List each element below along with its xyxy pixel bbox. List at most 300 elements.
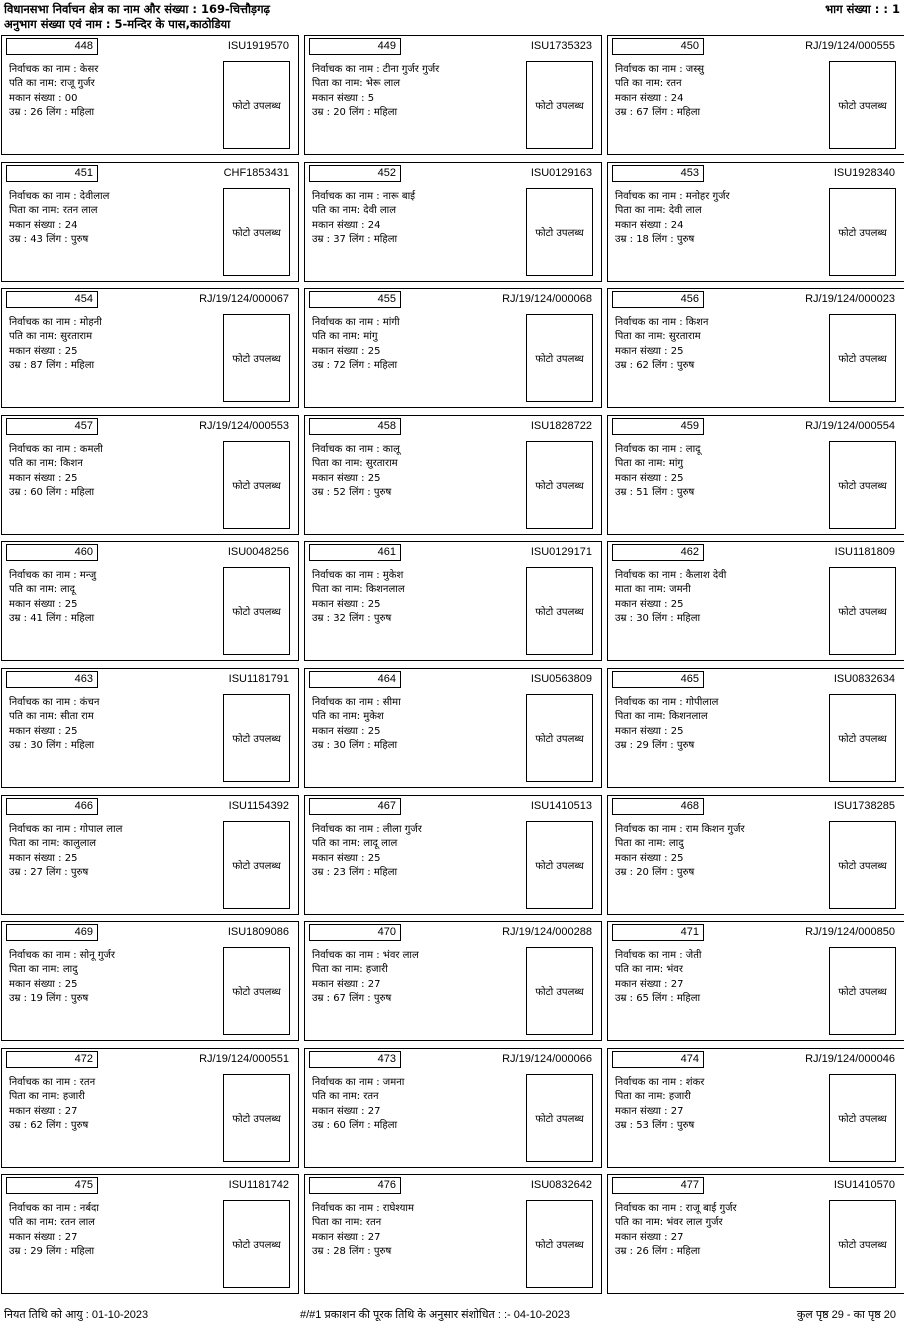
relative-line: पिता का नाम: भेरू लाल: [312, 78, 400, 90]
age: 53: [636, 1119, 649, 1131]
relative-line: पिता का नाम: हजारी: [312, 964, 388, 976]
page-indicator: कुल पृष्ठ 29 - का पृष्ठ 20: [796, 1309, 896, 1321]
relative-name: लादू: [60, 584, 75, 596]
gender: महिला: [373, 233, 398, 245]
relative-name: हजारी: [62, 1091, 85, 1103]
age-gender-line: उम्र : 29 लिंग : महिला: [9, 1245, 95, 1257]
voter-card: [607, 921, 904, 1041]
serial-number: 476: [309, 1177, 401, 1194]
house-line: मकान संख्या : 25: [312, 345, 381, 357]
serial-number: 456: [612, 291, 704, 308]
voter-name: नर्बदा: [79, 1203, 99, 1214]
photo-placeholder: फोटो उपलब्ध: [526, 947, 593, 1035]
house-number: 25: [64, 852, 78, 864]
section-title: अनुभाग संख्या एवं नाम : 5-मन्दिर के पास,काठोडिया: [4, 17, 231, 31]
photo-placeholder: फोटो उपलब्ध: [829, 1200, 896, 1288]
voter-details: [615, 1076, 825, 1133]
gender: पुरुष: [373, 992, 392, 1004]
voter-name: देवीलाल: [79, 191, 110, 202]
age-gender-line: उम्र : 26 लिंग : महिला: [615, 1245, 701, 1257]
age-gender-line: उम्र : 62 लिंग : पुरुष: [9, 1119, 89, 1131]
gender: महिला: [676, 992, 701, 1004]
age-gender-line: उम्र : 26 लिंग : महिला: [9, 106, 95, 118]
voter-card: [1, 162, 299, 282]
voter-card: [304, 415, 602, 535]
epic-number: ISU1181742: [228, 1179, 289, 1191]
age: 60: [30, 486, 43, 498]
gender: पुरुष: [373, 612, 392, 624]
voter-name: लादू: [685, 444, 701, 455]
house-number: 25: [64, 725, 78, 737]
serial-number: 475: [6, 1177, 98, 1194]
photo-placeholder: फोटो उपलब्ध: [829, 694, 896, 782]
epic-number: RJ/19/124/000067: [199, 293, 289, 305]
gender: महिला: [70, 739, 95, 751]
serial-number: 450: [612, 38, 704, 55]
voter-name: केसर: [79, 64, 99, 75]
voter-details: [312, 316, 522, 373]
gender: पुरुष: [70, 233, 89, 245]
house-number: 25: [64, 598, 78, 610]
voter-details: [615, 823, 825, 880]
house-number: 27: [367, 978, 381, 990]
age-gender-line: उम्र : 19 लिंग : पुरुष: [9, 992, 89, 1004]
epic-number: ISU1928340: [833, 167, 895, 179]
epic-number: ISU1181791: [228, 673, 289, 685]
relative-line: पिता का नाम: हजारी: [9, 1091, 85, 1103]
age-gender-line: उम्र : 65 लिंग : महिला: [615, 992, 701, 1004]
voter-name-line: निर्वाचक का नाम : कमली: [9, 444, 103, 455]
photo-placeholder: फोटो उपलब्ध: [223, 188, 290, 276]
photo-placeholder: फोटो उपलब्ध: [526, 567, 593, 655]
voter-details: [9, 190, 219, 247]
age: 18: [636, 233, 649, 245]
house-line: मकान संख्या : 27: [615, 1105, 684, 1117]
voter-details: [615, 190, 825, 247]
epic-number: RJ/19/124/000046: [805, 1053, 895, 1065]
page-footer: [4, 1307, 900, 1323]
photo-placeholder: फोटो उपलब्ध: [223, 1074, 290, 1162]
house-line: मकान संख्या : 25: [9, 472, 78, 484]
gender: पुरुष: [676, 486, 695, 498]
age: 29: [30, 1245, 43, 1257]
house-line: मकान संख्या : 00: [9, 92, 78, 104]
gender: पुरुष: [676, 1119, 695, 1131]
epic-number: ISU1809086: [227, 926, 289, 938]
relative-name: देवी लाल: [668, 205, 702, 217]
house-number: 24: [64, 219, 78, 231]
voter-name-line: निर्वाचक का नाम : लीला गुर्जर: [312, 824, 422, 835]
relative-line: पिता का नाम: कालुलाल: [9, 838, 97, 850]
voter-details: [615, 316, 825, 373]
voter-details: [9, 949, 219, 1006]
voter-name: नारू बाई: [382, 191, 416, 202]
voter-name-line: निर्वाचक का नाम : लादू: [615, 444, 701, 455]
relative-name: रतन: [365, 1217, 382, 1229]
age-gender-line: उम्र : 20 लिंग : पुरुष: [615, 866, 695, 878]
house-number: 27: [670, 1231, 684, 1243]
epic-number: RJ/19/124/000068: [502, 293, 592, 305]
voter-name: लीला गुर्जर: [382, 824, 422, 835]
gender: पुरुष: [70, 1119, 89, 1131]
relative-line: पति का नाम: मांगु: [312, 331, 378, 343]
epic-number: RJ/19/124/000288: [502, 926, 592, 938]
gender: महिला: [676, 106, 701, 118]
gender: महिला: [373, 866, 398, 878]
serial-number: 455: [309, 291, 401, 308]
relative-line: पति का नाम: राजू गुर्जर: [9, 78, 95, 90]
voter-card: [607, 541, 904, 661]
relative-line: पति का नाम: भंवर: [615, 964, 683, 976]
voter-details: [9, 63, 219, 120]
epic-number: ISU0832642: [530, 1179, 592, 1191]
voter-details: [312, 949, 522, 1006]
epic-number: ISU0129163: [530, 167, 592, 179]
house-number: 27: [670, 1105, 684, 1117]
relative-line: पति का नाम: सीता राम: [9, 711, 94, 723]
age: 28: [333, 1245, 346, 1257]
relative-name: कालुलाल: [62, 838, 97, 850]
voter-card: [607, 668, 904, 788]
voter-card: [607, 415, 904, 535]
house-number: 24: [670, 219, 684, 231]
voter-details: [615, 443, 825, 500]
voter-card: [304, 1048, 602, 1168]
voter-details: [9, 823, 219, 880]
age-gender-line: उम्र : 53 लिंग : पुरुष: [615, 1119, 695, 1131]
age: 60: [333, 1119, 346, 1131]
photo-placeholder: फोटो उपलब्ध: [829, 314, 896, 402]
voter-card: [607, 35, 904, 155]
voter-details: [9, 1202, 219, 1259]
serial-number: 469: [6, 924, 98, 941]
age: 51: [636, 486, 649, 498]
relative-name: देवी लाल: [363, 205, 397, 217]
photo-placeholder: फोटो उपलब्ध: [223, 947, 290, 1035]
house-line: मकान संख्या : 24: [615, 92, 684, 104]
photo-placeholder: फोटो उपलब्ध: [526, 1074, 593, 1162]
house-number: 25: [367, 725, 381, 737]
age: 72: [333, 359, 346, 371]
house-line: मकान संख्या : 25: [615, 598, 684, 610]
relative-name: रतन लाल: [60, 1217, 95, 1229]
voter-name-line: निर्वाचक का नाम : गोपाल लाल: [9, 824, 123, 835]
relative-line: पति का नाम: मुकेश: [312, 711, 384, 723]
photo-placeholder: फोटो उपलब्ध: [526, 188, 593, 276]
voter-name: सोनू गुर्जर: [79, 950, 116, 961]
serial-number: 473: [309, 1051, 401, 1068]
age: 26: [30, 106, 43, 118]
relative-line: पति का नाम: देवी लाल: [312, 205, 397, 217]
photo-placeholder: फोटो उपलब्ध: [223, 61, 290, 149]
gender: महिला: [70, 106, 95, 118]
voter-card: [304, 921, 602, 1041]
relative-name: लादु: [62, 964, 78, 976]
gender: पुरुष: [373, 486, 392, 498]
house-number: 27: [367, 1105, 381, 1117]
age: 20: [333, 106, 346, 118]
voter-name: गोपीलाल: [685, 697, 719, 708]
voter-name-line: निर्वाचक का नाम : मन्जु: [9, 570, 97, 581]
house-line: मकान संख्या : 25: [312, 852, 381, 864]
voter-name-line: निर्वाचक का नाम : कालू: [312, 444, 400, 455]
voter-name-line: निर्वाचक का नाम : मोहनी: [9, 317, 102, 328]
constituency-title: विधानसभा निर्वाचन क्षेत्र का नाम और संख्या : 169-चित्तौड़गढ़: [4, 2, 271, 16]
photo-placeholder: फोटो उपलब्ध: [526, 1200, 593, 1288]
age-gender-line: उम्र : 23 लिंग : महिला: [312, 866, 398, 878]
relative-name: सुरताराम: [60, 331, 93, 343]
photo-placeholder: फोटो उपलब्ध: [829, 61, 896, 149]
epic-number: ISU1735323: [530, 40, 592, 52]
relative-name: हजारी: [365, 964, 388, 976]
gender: महिला: [70, 1245, 95, 1257]
voter-name: जस्सु: [685, 64, 704, 75]
relative-line: पति का नाम: भंवर लाल गुर्जर: [615, 1217, 723, 1229]
voter-name: भंवर लाल: [382, 950, 419, 961]
voter-details: [312, 1202, 522, 1259]
house-line: मकान संख्या : 25: [615, 472, 684, 484]
age: 65: [636, 992, 649, 1004]
voter-details: [615, 63, 825, 120]
age: 30: [30, 739, 43, 751]
relative-line: पति का नाम: लादू लाल: [312, 838, 398, 850]
age-gender-line: उम्र : 27 लिंग : पुरुष: [9, 866, 89, 878]
age-gender-line: उम्र : 20 लिंग : महिला: [312, 106, 398, 118]
voter-card: [304, 795, 602, 915]
voter-details: [312, 696, 522, 753]
house-line: मकान संख्या : 27: [312, 1231, 381, 1243]
voter-details: [312, 63, 522, 120]
voter-details: [615, 696, 825, 753]
serial-number: 461: [309, 544, 401, 561]
serial-number: 453: [612, 165, 704, 182]
house-line: मकान संख्या : 27: [615, 1231, 684, 1243]
house-number: 25: [670, 852, 684, 864]
voter-details: [312, 443, 522, 500]
relative-name: भेरू लाल: [365, 78, 400, 90]
relative-name: सुरताराम: [668, 331, 701, 343]
age: 29: [636, 739, 649, 751]
epic-number: ISU1154392: [228, 800, 289, 812]
gender: महिला: [676, 1245, 701, 1257]
gender: महिला: [373, 739, 398, 751]
age: 67: [333, 992, 346, 1004]
house-number: 25: [367, 598, 381, 610]
voter-name: मन्जु: [79, 570, 97, 581]
voter-card: [1, 1174, 299, 1294]
voter-name: किशन: [685, 317, 709, 328]
voter-card: [1, 668, 299, 788]
voter-name: जमना: [382, 1077, 405, 1088]
age-gender-line: उम्र : 43 लिंग : पुरुष: [9, 233, 89, 245]
house-line: मकान संख्या : 24: [312, 219, 381, 231]
voter-name: शंकर: [685, 1077, 705, 1088]
gender: पुरुष: [70, 992, 89, 1004]
epic-number: ISU1410513: [530, 800, 592, 812]
age-gender-line: उम्र : 60 लिंग : महिला: [9, 486, 95, 498]
voter-card: [304, 1174, 602, 1294]
relative-name: किशनलाल: [668, 711, 708, 723]
epic-number: ISU1828722: [530, 420, 592, 432]
age-gender-line: उम्र : 37 लिंग : महिला: [312, 233, 398, 245]
epic-number: ISU0563809: [530, 673, 592, 685]
age-gender-line: उम्र : 60 लिंग : महिला: [312, 1119, 398, 1131]
relative-line: माता का नाम: जमनी: [615, 584, 691, 596]
house-number: 25: [367, 345, 381, 357]
voter-name-line: निर्वाचक का नाम : देवीलाल: [9, 191, 110, 202]
photo-placeholder: फोटो उपलब्ध: [526, 314, 593, 402]
relative-line: पति का नाम: रतन: [615, 78, 682, 90]
house-number: 27: [670, 978, 684, 990]
relative-line: पिता का नाम: रतन: [312, 1217, 382, 1229]
house-line: मकान संख्या : 27: [312, 1105, 381, 1117]
relative-line: पति का नाम: लादू: [9, 584, 75, 596]
voter-name: मांगी: [382, 317, 400, 328]
age-gender-line: उम्र : 29 लिंग : पुरुष: [615, 739, 695, 751]
relative-name: रतन: [363, 1091, 379, 1103]
voter-name: टीना गुर्जर गुर्जर: [382, 64, 440, 75]
photo-placeholder: फोटो उपलब्ध: [829, 947, 896, 1035]
voter-name-line: निर्वाचक का नाम : राजू बाई गुर्जर: [615, 1203, 737, 1214]
voter-name-line: निर्वाचक का नाम : जमना: [312, 1077, 405, 1088]
relative-line: पिता का नाम: लादु: [9, 964, 78, 976]
voter-name: गोपाल लाल: [79, 824, 123, 835]
serial-number: 467: [309, 798, 401, 815]
age-gender-line: उम्र : 28 लिंग : पुरुष: [312, 1245, 392, 1257]
relative-line: पति का नाम: सुरताराम: [9, 331, 93, 343]
photo-placeholder: फोटो उपलब्ध: [829, 441, 896, 529]
relative-line: पति का नाम: किशन: [9, 458, 83, 470]
gender: महिला: [70, 486, 95, 498]
epic-number: ISU1181809: [834, 546, 895, 558]
serial-number: 466: [6, 798, 98, 815]
voter-name: जेती: [685, 950, 702, 961]
relative-name: लादू लाल: [363, 838, 398, 850]
age-date: नियत तिथि को आयु : 01-10-2023: [4, 1309, 149, 1321]
epic-number: RJ/19/124/000066: [502, 1053, 592, 1065]
voter-card: [1, 921, 299, 1041]
house-line: मकान संख्या : 25: [312, 598, 381, 610]
voter-card: [1, 288, 299, 408]
house-line: मकान संख्या : 25: [615, 852, 684, 864]
voter-name-line: निर्वाचक का नाम : मनोहर गुर्जर: [615, 191, 730, 202]
serial-number: 458: [309, 418, 401, 435]
voter-name-line: निर्वाचक का नाम : मुकेश: [312, 570, 404, 581]
house-line: मकान संख्या : 25: [312, 472, 381, 484]
house-number: 24: [670, 92, 684, 104]
voter-name: कमली: [79, 444, 103, 455]
photo-placeholder: फोटो उपलब्ध: [223, 441, 290, 529]
relative-name: हजारी: [668, 1091, 691, 1103]
gender: पुरुष: [676, 866, 695, 878]
voter-name-line: निर्वाचक का नाम : जस्सु: [615, 64, 704, 75]
age: 19: [30, 992, 43, 1004]
house-line: मकान संख्या : 25: [9, 725, 78, 737]
relative-line: पिता का नाम: रतन लाल: [9, 205, 98, 217]
gender: पुरुष: [676, 233, 695, 245]
voter-name-line: निर्वाचक का नाम : राघेश्याम: [312, 1203, 415, 1214]
house-line: मकान संख्या : 27: [615, 978, 684, 990]
serial-number: 472: [6, 1051, 98, 1068]
epic-number: ISU1410570: [833, 1179, 895, 1191]
age-gender-line: उम्र : 87 लिंग : महिला: [9, 359, 95, 371]
voter-name-line: निर्वाचक का नाम : गोपीलाल: [615, 697, 719, 708]
voter-details: [615, 949, 825, 1006]
relative-line: पिता का नाम: लादु: [615, 838, 684, 850]
age: 30: [636, 612, 649, 624]
photo-placeholder: फोटो उपलब्ध: [526, 694, 593, 782]
voter-details: [9, 696, 219, 753]
voter-name: राजू बाई गुर्जर: [685, 1203, 737, 1214]
relative-name: राजू गुर्जर: [60, 78, 95, 90]
voter-card: [304, 541, 602, 661]
age: 41: [30, 612, 43, 624]
age-gender-line: उम्र : 67 लिंग : पुरुष: [312, 992, 392, 1004]
voter-details: [9, 569, 219, 626]
epic-number: ISU0048256: [227, 546, 289, 558]
house-number: 27: [367, 1231, 381, 1243]
house-number: 25: [670, 472, 684, 484]
age: 20: [636, 866, 649, 878]
relative-line: पिता का नाम: सुरताराम: [312, 458, 398, 470]
voter-card: [607, 162, 904, 282]
serial-number: 449: [309, 38, 401, 55]
voter-name: कैलाश देवी: [685, 570, 727, 581]
serial-number: 470: [309, 924, 401, 941]
age-gender-line: उम्र : 51 लिंग : पुरुष: [615, 486, 695, 498]
photo-placeholder: फोटो उपलब्ध: [829, 188, 896, 276]
age: 43: [30, 233, 43, 245]
relative-name: मांगु: [363, 331, 378, 343]
voter-details: [615, 1202, 825, 1259]
serial-number: 465: [612, 671, 704, 688]
house-line: मकान संख्या : 25: [615, 725, 684, 737]
relative-name: जमनी: [669, 584, 691, 596]
house-line: मकान संख्या : 25: [615, 345, 684, 357]
house-number: 25: [64, 978, 78, 990]
house-line: मकान संख्या : 25: [9, 978, 78, 990]
house-line: मकान संख्या : 5: [312, 92, 375, 104]
voter-name: मुकेश: [382, 570, 404, 581]
voter-name-line: निर्वाचक का नाम : टीना गुर्जर गुर्जर: [312, 64, 440, 75]
photo-placeholder: फोटो उपलब्ध: [223, 314, 290, 402]
relative-name: किशनलाल: [365, 584, 405, 596]
serial-number: 452: [309, 165, 401, 182]
epic-number: RJ/19/124/000850: [805, 926, 895, 938]
epic-number: ISU0832634: [833, 673, 895, 685]
epic-number: RJ/19/124/000554: [805, 420, 895, 432]
voter-name-line: निर्वाचक का नाम : नारू बाई: [312, 191, 416, 202]
house-number: 25: [670, 345, 684, 357]
serial-number: 477: [612, 1177, 704, 1194]
photo-placeholder: फोटो उपलब्ध: [526, 441, 593, 529]
voter-details: [615, 569, 825, 626]
voter-card: [1, 35, 299, 155]
age: 32: [333, 612, 346, 624]
voter-name: मोहनी: [79, 317, 102, 328]
voter-details: [312, 190, 522, 247]
voter-name-line: निर्वाचक का नाम : रतन: [9, 1077, 96, 1088]
gender: महिला: [70, 612, 95, 624]
voter-name-line: निर्वाचक का नाम : भंवर लाल: [312, 950, 419, 961]
age-gender-line: उम्र : 30 लिंग : महिला: [9, 739, 95, 751]
house-number: 00: [64, 92, 78, 104]
house-number: 25: [367, 472, 381, 484]
voter-card: [1, 795, 299, 915]
relative-line: पति का नाम: रतन लाल: [9, 1217, 95, 1229]
photo-placeholder: फोटो उपलब्ध: [223, 1200, 290, 1288]
serial-number: 459: [612, 418, 704, 435]
